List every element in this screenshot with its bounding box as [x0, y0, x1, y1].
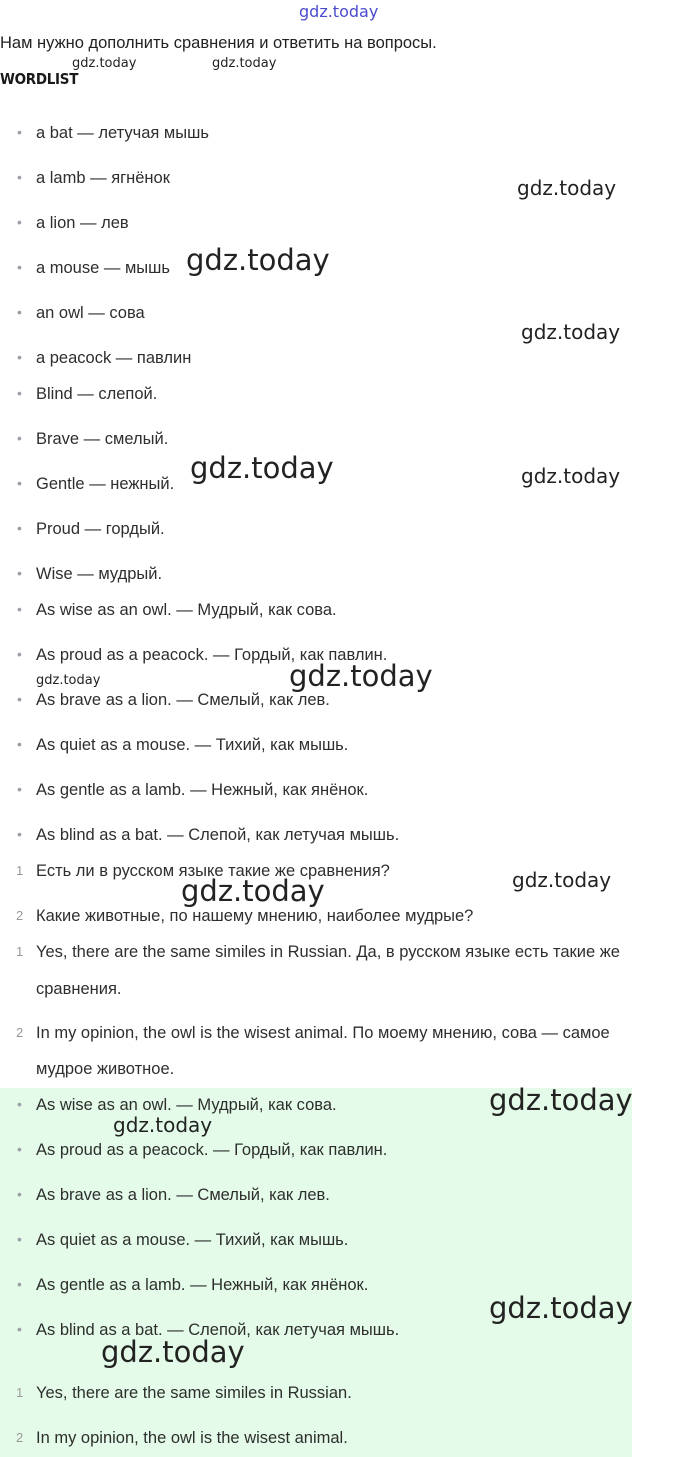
simile-item: • As gentle as a lamb. — Нежный, как янёнок.	[17, 781, 369, 799]
answer-simile-item: • As gentle as a lamb. — Нежный, как янёнок.	[17, 1276, 369, 1294]
watermark: gdz.today	[113, 1113, 213, 1137]
answer-item: 2 In my opinion, the owl is the wisest animal. По моему мнению, сова — самое	[16, 1024, 610, 1042]
answer-item: 1 Yes, there are the same similes in Russian. Да, в русском языке есть такие же	[16, 943, 620, 961]
watermark-top: gdz.today	[299, 2, 379, 21]
watermark: gdz.today	[101, 1335, 245, 1369]
watermark: gdz.today	[489, 1291, 633, 1325]
simile-item: • As blind as a bat. — Слепой, как летучая мышь.	[17, 826, 400, 844]
watermark: gdz.today	[36, 673, 101, 688]
watermark: gdz.today	[181, 874, 325, 908]
watermark: gdz.today	[289, 659, 433, 693]
answer-item-continuation: сравнения.	[36, 980, 122, 998]
simile-item: • As wise as an owl. — Мудрый, как сова.	[17, 601, 337, 619]
answer-simile-item: • As quiet as a mouse. — Тихий, как мышь.	[17, 1231, 349, 1249]
watermark: gdz.today	[489, 1083, 633, 1117]
list-item: • a peacock — павлин	[17, 349, 192, 367]
list-item: • Proud — гордый.	[17, 520, 165, 538]
simile-item: • As proud as a peacock. — Гордый, как павлин.	[17, 646, 388, 664]
list-item: • Blind — слепой.	[17, 385, 158, 403]
list-item: • Gentle — нежный.	[17, 475, 175, 493]
answer-simile-item: • As brave as a lion. — Смелый, как лев.	[17, 1186, 330, 1204]
list-item: • an owl — сова	[17, 304, 145, 322]
question-item: 1 Есть ли в русском языке такие же сравнения?	[16, 862, 390, 880]
watermark: gdz.today	[521, 320, 621, 344]
answer-item-continuation: мудрое животное.	[36, 1060, 175, 1078]
list-item: • Brave — смелый.	[17, 430, 169, 448]
answer-simile-item: • As blind as a bat. — Слепой, как летучая мышь.	[17, 1321, 400, 1339]
question-item: 2 Какие животные, по нашему мнению, наиболее мудрые?	[16, 907, 474, 925]
list-item: • a mouse — мышь	[17, 259, 170, 277]
simile-item: • As brave as a lion. — Смелый, как лев.	[17, 691, 330, 709]
answer-block-item: 1 Yes, there are the same similes in Russian.	[16, 1384, 352, 1402]
watermark: gdz.today	[190, 451, 334, 485]
watermark: gdz.today	[72, 56, 137, 71]
list-item: • a bat — летучая мышь	[17, 124, 209, 142]
list-item: • a lamb — ягнёнок	[17, 169, 170, 187]
watermark: gdz.today	[186, 243, 330, 277]
wordlist-heading: WORDLIST	[0, 70, 79, 88]
list-item: • Wise — мудрый.	[17, 565, 163, 583]
answer-simile-item: • As wise as an owl. — Мудрый, как сова.	[17, 1096, 337, 1114]
task-instruction: Нам нужно дополнить сравнения и ответить на вопросы.	[0, 34, 437, 52]
watermark: gdz.today	[521, 464, 621, 488]
watermark: gdz.today	[512, 868, 612, 892]
watermark: gdz.today	[517, 176, 617, 200]
answer-block-item: 2 In my opinion, the owl is the wisest animal.	[16, 1429, 348, 1447]
list-item: • a lion — лев	[17, 214, 129, 232]
watermark: gdz.today	[212, 56, 277, 71]
answer-simile-item: • As proud as a peacock. — Гордый, как павлин.	[17, 1141, 388, 1159]
simile-item: • As quiet as a mouse. — Тихий, как мышь.	[17, 736, 349, 754]
